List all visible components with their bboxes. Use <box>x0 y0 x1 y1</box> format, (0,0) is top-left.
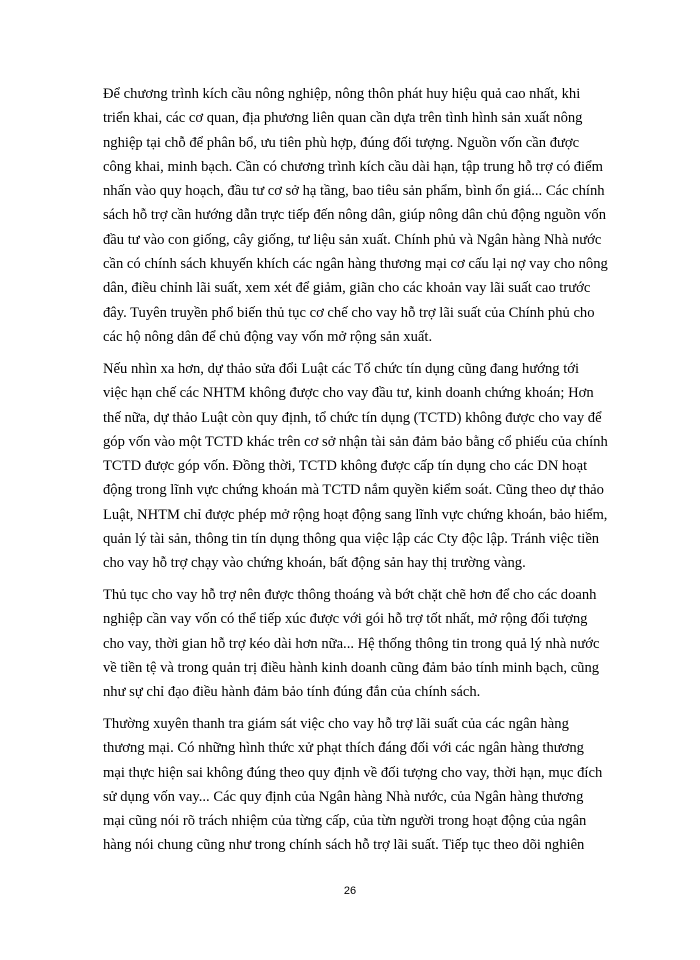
paragraph-3 <box>103 583 621 704</box>
text-line: công khai, minh bạch. Cần có chương trình kích cầu dài hạn, tập trung hỗ trợ có điểm <box>103 158 603 175</box>
text-line: Thủ tục cho vay hỗ trợ nên được thông thoáng và bớt chặt chẽ hơn để cho các doanh <box>103 587 597 603</box>
text-line: cần có chính sách khuyến khích các ngân hàng thương mại cơ cấu lại nợ vay cho nông <box>103 256 608 273</box>
text-line: quản lý tài sản, thông tin tín dụng thông qua việc lập các Cty độc lập. Tránh việc tiền <box>103 531 600 548</box>
text-line: Nếu nhìn xa hơn, dự thảo sửa đổi Luật các Tổ chức tín dụng cũng đang hướng tới <box>103 361 580 377</box>
paragraph-1 <box>103 82 621 349</box>
text-line: động trong lĩnh vực chứng khoán mà TCTD nắm quyền kiểm soát. Cũng theo dự thảo <box>103 482 604 499</box>
page-number: 26 <box>343 885 357 897</box>
text-line: mại cũng nói rõ trách nhiệm của từng cấp, của từn người trong hoạt động của ngân <box>103 813 587 830</box>
text-line: như sự chỉ đạo điều hành đảm bảo tính đúng đắn của chính sách. <box>103 684 481 701</box>
text-line: Luật, NHTM chỉ được phép mở rộng hoạt động sang lĩnh vực chứng khoán, bảo hiểm, <box>103 506 608 523</box>
text-line: thương mại. Có những hình thức xử phạt thích đáng đối với các ngân hàng thương <box>103 740 584 757</box>
text-line: hàng nói chung cũng như trong chính sách hỗ trợ lãi suất. Tiếp tục theo dõi nghiên <box>103 837 585 854</box>
text-line: triển khai, các cơ quan, địa phương liên quan cần dựa trên tình hình sản xuất nông <box>103 110 583 127</box>
text-line: sách hỗ trợ cần hướng dẫn trực tiếp đến nông dân, giúp nông dân chủ động nguồn vốn <box>103 207 607 224</box>
text-line: việc hạn chế các NHTM không được cho vay đầu tư, kinh doanh chứng khoán; Hơn <box>103 385 594 402</box>
paragraph-2 <box>103 357 621 576</box>
text-line: Thường xuyên thanh tra giám sát việc cho vay hỗ trợ lãi suất của các ngân hàng <box>103 716 569 732</box>
text-line: đầu tư vào con giống, cây giống, tư liệu sản xuất. Chính phủ và Ngân hàng Nhà nước <box>103 231 602 248</box>
text-line: dân, điều chỉnh lãi suất, xem xét để giảm, giãn cho các khoản vay lãi suất cao trước <box>103 280 591 297</box>
text-line: Để chương trình kích cầu nông nghiệp, nông thôn phát huy hiệu quả cao nhất, khi <box>103 86 581 102</box>
text-line: nghiệp tại chỗ để phân bổ, ưu tiên phù hợp, đúng đối tượng. Nguồn vốn cần được <box>103 134 580 151</box>
text-line: nhấn vào quy hoạch, đầu tư cơ sở hạ tầng, bao tiêu sản phẩm, bình ổn giá... Các chính <box>103 183 605 200</box>
text-line: mại thực hiện sai không đúng theo quy định về đối tượng cho vay, thời hạn, mục đích <box>103 764 603 781</box>
text-line: nghiệp cần vay vốn có thể tiếp xúc được với gói hỗ trợ tốt nhất, mở rộng đối tượng <box>103 611 588 628</box>
text-line: về tiền tệ và trong quản trị điều hành kinh doanh cũng đảm bảo tính minh bạch, cũng <box>103 659 600 676</box>
text-line: đây. Tuyên truyền phổ biến thủ tục cơ chế cho vay hỗ trợ lãi suất của Chính phủ cho <box>103 304 595 321</box>
text-line: cho vay hỗ trợ chạy vào chứng khoán, bất động sản hay thị trường vàng. <box>103 555 526 572</box>
text-line: sử dụng vốn vay... Các quy định của Ngân hàng Nhà nước, của Ngân hàng thương <box>103 788 584 805</box>
text-line: thế nữa, dự thảo Luật còn quy định, tổ chức tín dụng (TCTD) không được cho vay để <box>103 409 602 426</box>
text-line: góp vốn vào một TCTD khác trên cơ sở nhận tài sản đảm bảo bằng cổ phiếu của chính <box>103 433 608 450</box>
text-line: TCTD được góp vốn. Đồng thời, TCTD không được cấp tín dụng cho các DN hoạt <box>103 458 588 475</box>
text-line: các hộ nông dân để chủ động vay vốn mở rộng sản xuất. <box>103 328 433 345</box>
text-line: cho vay, thời gian hỗ trợ kéo dài hơn nữa... Hệ thống thông tin trong quả lý nhà nước <box>103 635 600 652</box>
paragraph-4 <box>103 712 621 858</box>
